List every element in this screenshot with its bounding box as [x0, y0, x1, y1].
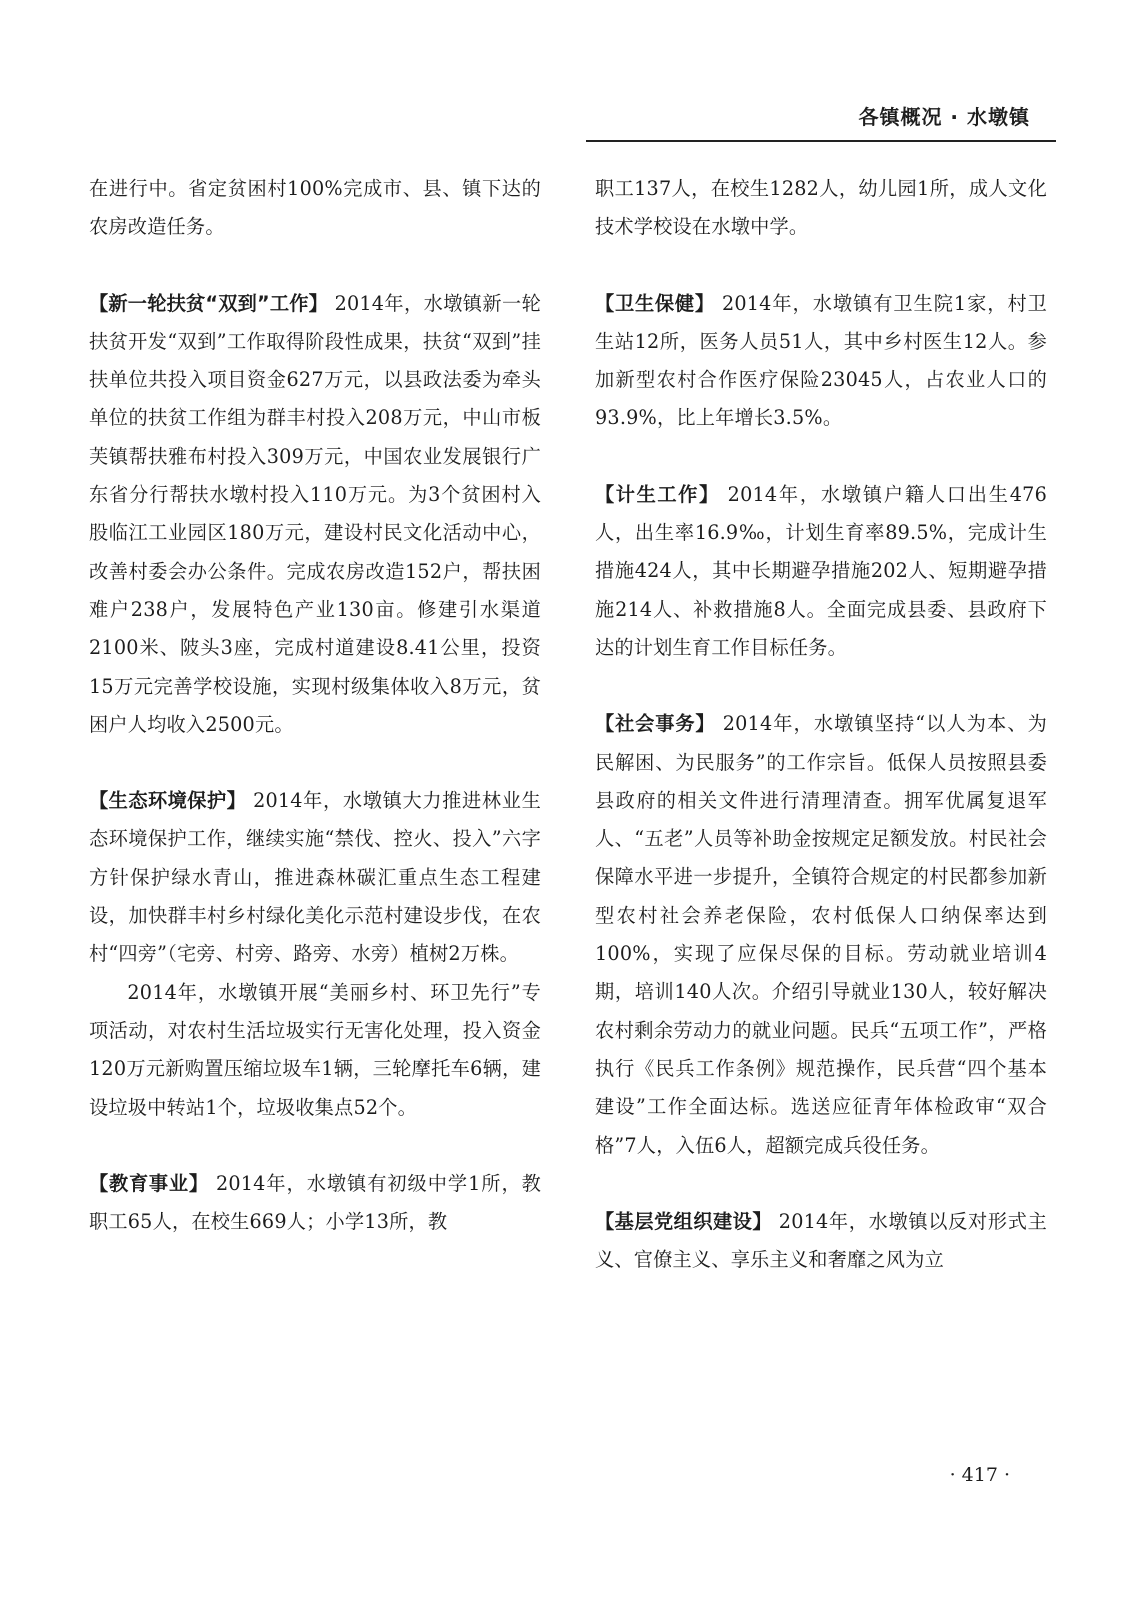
paragraph-text: 在进行中。省定贫困村100%完成市、县、镇下达的农房改造任务。 — [89, 177, 541, 239]
running-head: 各镇概况 · 水墩镇 — [858, 105, 1030, 129]
left-column — [89, 170, 541, 1241]
paragraph-poverty-alleviation — [89, 285, 541, 745]
paragraph-continuation — [89, 170, 541, 247]
header-rule — [586, 140, 1056, 142]
right-column — [595, 170, 1047, 1279]
paragraph-family-planning — [595, 476, 1047, 667]
section-heading: 【新一轮扶贫“双到”工作】 — [89, 291, 329, 315]
paragraph-social-affairs — [595, 705, 1047, 1165]
section-heading: 【社会事务】 — [595, 712, 716, 736]
paragraph-text: 2014年，水墩镇开展“美丽乡村、环卫先行”专项活动，对农村生活垃圾实行无害化处理，投入资金120万元新购置压缩垃圾车1辆，三轮摩托车6辆，建设垃圾中转站1个，垃圾收集点52个。 — [89, 980, 541, 1119]
paragraph-education — [89, 1165, 541, 1242]
paragraph-text: 2014年，水墩镇以反对形式主义、官僚主义、享乐主义和奢靡之风为立 — [595, 1209, 1047, 1272]
paragraph-text: 职工137人，在校生1282人，幼儿园1所，成人文化技术学校设在水墩中学。 — [595, 177, 1047, 239]
paragraph-text: 2014年，水墩镇户籍人口出生476人，出生率16.9‰，计划生育率89.5%，完成计生措施424人，其中长期避孕措施202人、短期避孕措施214人、补救措施8人。全面完成县委、县政府下达的计划生育工作目标任务。 — [595, 482, 1047, 659]
paragraph-text: 2014年，水墩镇大力推进林业生态环境保护工作，继续实施“禁伐、控火、投入”六字方针保护绿水青山，推进森林碳汇重点生态工程建设，加快群丰村乡村绿化美化示范村建设步伐，在农村“四旁”（宅旁、村旁、路旁、水旁）植树2万株。 — [89, 789, 542, 966]
paragraph-ecological-protection — [89, 782, 541, 973]
page-number: · 417 · — [949, 1464, 1010, 1486]
paragraph-text: 2014年，水墩镇新一轮扶贫开发“双到”工作取得阶段性成果，扶贫“双到”挂扶单位共投入项目资金627万元，以县政法委为牵头单位的扶贫工作组为群丰村投入208万元，中山市板芙镇帮扶雅布村投入309万元，中国农业发展银行广东省分行帮扶水墩村投入110万元。为3个贫困村入股临江工业园区180万元，建设村民文化活动中心，改善村委会办公条件。完成农房改造152户，帮扶困难户238户，发展特色产业130亩。修建引水渠道2100米、陂头3座，完成村道建设8.41公里，投资15万元完善学校设施，实现村级集体收入8万元，贫困户人均收入2500元。 — [89, 291, 541, 736]
paragraph-text: 2014年，水墩镇坚持“以人为本、为民解困、为民服务”的工作宗旨。低保人员按照县委县政府的相关文件进行清理清查。拥军优属复退军人、“五老”人员等补助金按规定足额发放。村民社会保障水平进一步提升，全镇符合规定的村民都参加新型农村社会养老保险，农村低保人口纳保率达到100%，实现了应保尽保的目标。劳动就业培训4期，培训140人次。介绍引导就业130人，较好解决农村剩余劳动力的就业问题。民兵“五项工作”，严格执行《民兵工作条例》规范操作，民兵营“四个基本建设”工作全面达标。选送应征青年体检政审“双合格”7人，入伍6人，超额完成兵役任务。 — [595, 712, 1047, 1157]
paragraph-text: 2014年，水墩镇有初级中学1所，教职工65人，在校生669人；小学13所，教 — [89, 1171, 542, 1234]
section-heading: 【卫生保健】 — [595, 291, 715, 315]
section-heading: 【生态环境保护】 — [89, 789, 247, 813]
paragraph-health — [595, 285, 1047, 438]
paragraph-sanitation — [89, 974, 541, 1127]
paragraph-continuation — [595, 170, 1047, 247]
section-heading: 【基层党组织建设】 — [595, 1209, 773, 1233]
section-heading: 【教育事业】 — [89, 1171, 209, 1195]
section-heading: 【计生工作】 — [595, 482, 720, 506]
paragraph-text: 2014年，水墩镇有卫生院1家，村卫生站12所，医务人员51人，其中乡村医生12人。参加新型农村合作医疗保险23045人，占农业人口的93.9%，比上年增长3.5%。 — [595, 291, 1048, 430]
paragraph-party-building — [595, 1203, 1047, 1280]
